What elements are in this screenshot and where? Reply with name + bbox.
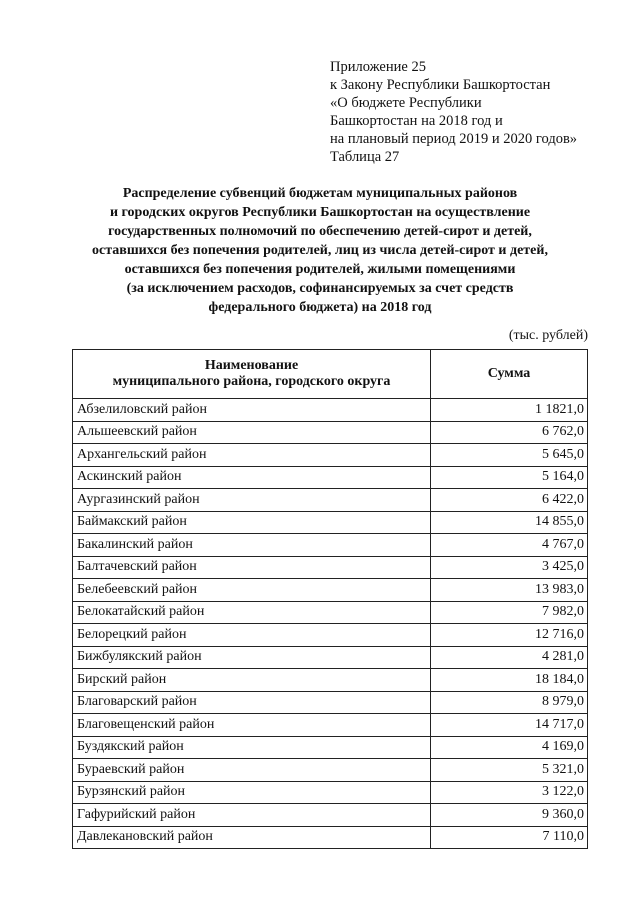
district-name: Давлекановский район bbox=[73, 826, 431, 849]
district-sum: 7 982,0 bbox=[431, 601, 588, 624]
district-sum: 1 1821,0 bbox=[431, 399, 588, 422]
district-name: Архангельский район bbox=[73, 444, 431, 467]
title-line: Распределение субвенций бюджетам муниципальных районов bbox=[122, 186, 518, 201]
district-sum: 5 645,0 bbox=[431, 444, 588, 467]
district-name: Аургазинский район bbox=[73, 489, 431, 512]
district-sum: 18 184,0 bbox=[431, 669, 588, 692]
district-name: Баймакский район bbox=[73, 511, 431, 534]
district-sum: 14 855,0 bbox=[431, 511, 588, 534]
table-row bbox=[73, 534, 588, 557]
units-label: (тыс. рублей) bbox=[508, 328, 588, 343]
district-sum: 6 762,0 bbox=[431, 421, 588, 444]
table-row bbox=[73, 826, 588, 849]
appendix-line: к Закону Республики Башкортостан bbox=[330, 77, 551, 93]
district-sum: 4 169,0 bbox=[431, 736, 588, 759]
district-name: Абзелиловский район bbox=[73, 399, 431, 422]
district-sum: 5 164,0 bbox=[431, 466, 588, 489]
title-line: государственных полномочий по обеспечению детей-сирот и детей, bbox=[108, 224, 532, 239]
district-name: Балтачевский район bbox=[73, 556, 431, 579]
column-header-name bbox=[73, 350, 431, 399]
appendix-line: Таблица 27 bbox=[330, 149, 400, 165]
district-sum: 3 425,0 bbox=[431, 556, 588, 579]
table-row bbox=[73, 669, 588, 692]
table-row bbox=[73, 624, 588, 647]
appendix-line: «О бюджете Республики bbox=[330, 95, 482, 111]
table-row bbox=[73, 601, 588, 624]
title-line: и городских округов Республики Башкортостан на осуществление bbox=[109, 205, 531, 220]
table-row bbox=[73, 466, 588, 489]
table-row bbox=[73, 804, 588, 827]
district-sum: 9 360,0 bbox=[431, 804, 588, 827]
district-name: Благовещенский район bbox=[73, 714, 431, 737]
appendix-block bbox=[330, 58, 630, 166]
table-row bbox=[73, 781, 588, 804]
table-row bbox=[73, 421, 588, 444]
district-sum: 13 983,0 bbox=[431, 579, 588, 602]
appendix-line: Приложение 25 bbox=[330, 59, 426, 75]
document-title bbox=[60, 184, 580, 317]
district-sum: 6 422,0 bbox=[431, 489, 588, 512]
table-header-row bbox=[73, 350, 588, 399]
district-name: Благоварский район bbox=[73, 691, 431, 714]
district-name: Бурзянский район bbox=[73, 781, 431, 804]
table-row bbox=[73, 579, 588, 602]
table-row bbox=[73, 646, 588, 669]
district-sum: 12 716,0 bbox=[431, 624, 588, 647]
column-header-sum: Сумма bbox=[431, 350, 588, 399]
district-sum: 4 281,0 bbox=[431, 646, 588, 669]
district-name: Гафурийский район bbox=[73, 804, 431, 827]
district-name: Бижбулякский район bbox=[73, 646, 431, 669]
table-row bbox=[73, 489, 588, 512]
title-line: федерального бюджета) на 2018 год bbox=[208, 300, 432, 315]
table-row bbox=[73, 444, 588, 467]
district-name: Белорецкий район bbox=[73, 624, 431, 647]
district-sum: 3 122,0 bbox=[431, 781, 588, 804]
district-name: Бирский район bbox=[73, 669, 431, 692]
table-row bbox=[73, 511, 588, 534]
table-row bbox=[73, 399, 588, 422]
district-name: Белокатайский район bbox=[73, 601, 431, 624]
district-name: Бакалинский район bbox=[73, 534, 431, 557]
district-name: Альшеевский район bbox=[73, 421, 431, 444]
district-name: Белебеевский район bbox=[73, 579, 431, 602]
column-header-name-line2: муниципального района, городского округа bbox=[112, 374, 391, 389]
title-line: (за исключением расходов, софинансируемых за счет средств bbox=[126, 281, 514, 296]
district-sum: 14 717,0 bbox=[431, 714, 588, 737]
district-sum: 8 979,0 bbox=[431, 691, 588, 714]
table-row bbox=[73, 556, 588, 579]
table-row bbox=[73, 691, 588, 714]
district-sum: 7 110,0 bbox=[431, 826, 588, 849]
table-row bbox=[73, 736, 588, 759]
district-sum: 4 767,0 bbox=[431, 534, 588, 557]
district-name: Аскинский район bbox=[73, 466, 431, 489]
title-line: оставшихся без попечения родителей, жилыми помещениями bbox=[124, 262, 516, 277]
subsidy-table bbox=[72, 349, 588, 849]
district-name: Бураевский район bbox=[73, 759, 431, 782]
table-row bbox=[73, 714, 588, 737]
district-name: Буздякский район bbox=[73, 736, 431, 759]
column-header-name-line1: Наименование bbox=[204, 358, 299, 373]
title-line: оставшихся без попечения родителей, лиц из числа детей-сирот и детей, bbox=[92, 243, 548, 258]
district-sum: 5 321,0 bbox=[431, 759, 588, 782]
appendix-line: Башкортостан на 2018 год и bbox=[330, 113, 503, 129]
appendix-line: на плановый период 2019 и 2020 годов» bbox=[330, 131, 578, 147]
table-row bbox=[73, 759, 588, 782]
